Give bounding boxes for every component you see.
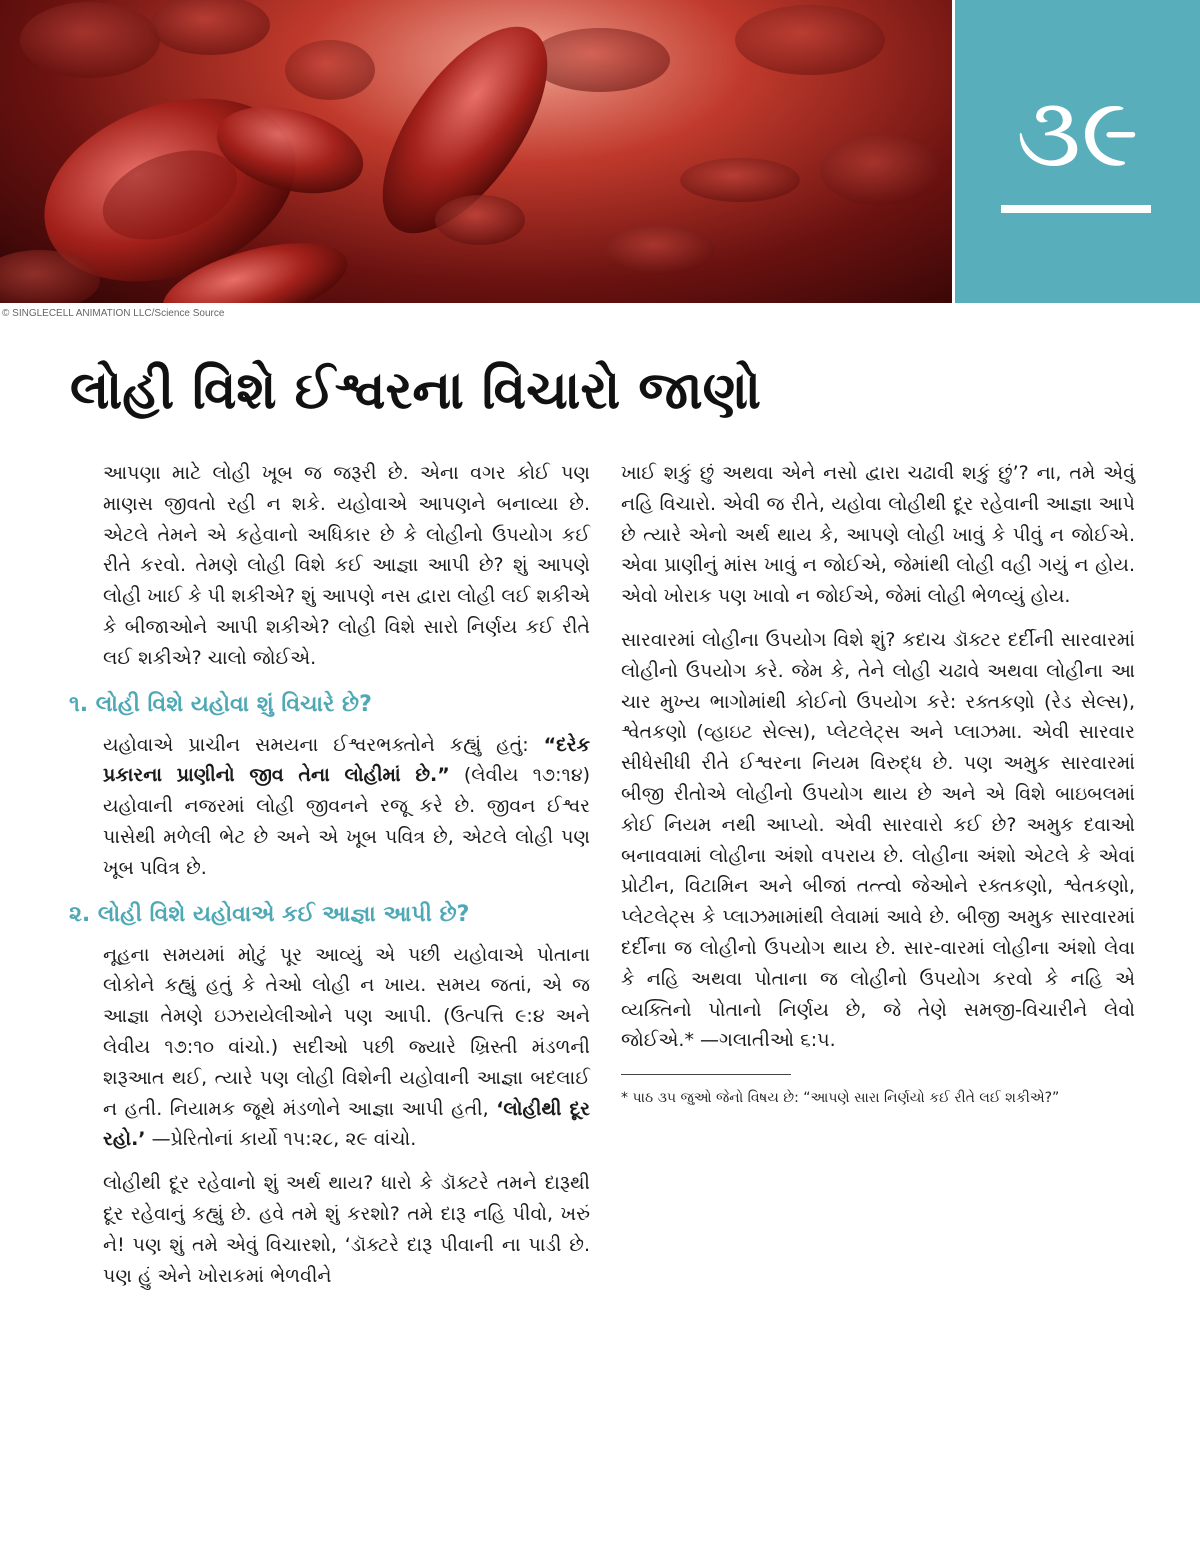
section-1-paragraph [103,730,590,884]
section-2-paragraph-2-continued: ખાઈ શકું છું અથવા એને નસો દ્વારા ચઢાવી શકું છું’? ના, તમે એવું નહિ વિચારો. એવી જ રીતે, યહોવા લોહીથી દૂર રહેવાની આજ્ઞા આપે છે ત્યારે એનો અર્થ થાય કે, આપણે લોહી ખાવું કે પીવું ન જોઈએ. એવા પ્રાણીનું માંસ ખાવું ન જોઈએ, જેમાંથી લોહી વહી ગયું ન હોય. એવો ખોરાક પણ ખાવો ન જોઈએ, જેમાં લોહી ભેળવ્યું હોય. [621,462,1135,608]
section-2-text-a: નૂહના સમયમાં મોટું પૂર આવ્યું એ પછી યહોવાએ પોતાના લોકોને કહ્યું હતું કે તેઓ લોહી ન ખાય. સમય જતાં, એ જ આજ્ઞા તેમણે ઇઝરાયેલીઓને પણ આપી. (ઉત્પત્તિ ૯:૪ અને લેવીય ૧૭:૧૦ વાંચો.) સદીઓ પછી જ્યારે ખ્રિસ્તી મંડળની શરૂઆત થઈ, ત્યારે પણ લોહી વિશેની યહોવાની આજ્ઞા બદલાઈ ન હતી. નિયામક જૂથે મંડળોને આજ્ઞા આપી હતી, [103,943,590,1120]
section-1-text-c: (લેવીય ૧૭:૧૪) યહોવાની નજરમાં લોહી જીવનને રજૂ કરે છે. જીવન ઈશ્વર પાસેથી મળેલી ભેટ છે અને એ ખૂબ પવિત્ર છે, એટલે લોહી પણ ખૂબ પવિત્ર છે. [103,764,591,879]
footnote: * પાઠ ૩૫ જુઓ જેનો વિષય છે: “આપણે સારા નિર્ણયો કઈ રીતે લઈ શકીએ?” [621,1090,1060,1107]
section-2-heading: ૨. લોહી વિશે યહોવાએ કઈ આજ્ઞા આપી છે? [69,901,470,927]
lesson-number-underline [1001,205,1151,213]
section-2-paragraph-2: લોહીથી દૂર રહેવાનો શું અર્થ થાય? ધારો કે ડૉક્ટરે તમને દારૂથી દૂર રહેવાનું કહ્યું છે. હવે તમે શું કરશો? તમે દારૂ નહિ પીવો, ખરું ને! પણ શું તમે એવું વિચારશો, ‘ડૉક્ટરે દારૂ પીવાની ના પાડી છે. પણ હું એને ખોરાકમાં ભેળવીને [103,1172,590,1287]
blood-cells-illustration [0,0,952,303]
lesson-number: ૩૯ [1015,76,1140,190]
right-column [621,458,1135,1109]
page-title: લોહી વિશે ઈશ્વરના વિચારો જાણો [70,361,762,421]
section-2-text-c: —પ્રેરિતોનાં કાર્યો ૧૫:૨૮, ૨૯ વાંચો. [145,1128,417,1151]
section-2-quote: ‘લોહીથી દૂર રહો.’ [103,1097,591,1151]
photo-credit: © SINGLECELL ANIMATION LLC/Science Source [2,308,225,319]
section-1-heading: ૧. લોહી વિશે યહોવા શું વિચારે છે? [69,691,372,717]
footnote-divider [621,1074,791,1075]
section-1-quote: “દરેક પ્રકારના પ્રાણીનો જીવ તેના લોહીમાં છે.” [103,733,590,787]
hero-image [0,0,952,303]
section-1-text-a: યહોવાએ પ્રાચીન સમયના ઈશ્વરભક્તોને કહ્યું હતું: [103,733,544,756]
section-2-paragraph [103,940,590,1156]
left-column [69,458,591,1304]
lesson-number-panel [955,0,1200,303]
section-2-paragraph-3: સારવારમાં લોહીના ઉપયોગ વિશે શું? કદાચ ડૉક્ટર દર્દીની સારવારમાં લોહીનો ઉપયોગ કરે. જેમ કે, તેને લોહી ચઢાવે અથવા લોહીના આ ચાર મુખ્ય ભાગોમાંથી કોઈનો ઉપયોગ કરે: રક્તકણો (રેડ સેલ્સ), શ્વેતકણો (વ્હાઇટ સેલ્સ), પ્લેટલેટ્સ અને પ્લાઝમા. એવી સારવાર સીધેસીધી રીતે ઈશ્વરના નિયમ વિરુદ્ધ છે. પણ અમુક સારવારમાં બીજી રીતોએ લોહીનો ઉપયોગ થાય છે અને એ વિશે બાઇબલમાં કોઈ નિયમ નથી આપ્યો. એવી સારવારો કઈ છે? અમુક દવાઓ બનાવવામાં લોહીના અંશો વપરાય છે. લોહીના અંશો એટલે કે એવાં પ્રોટીન, વિટામિન અને બીજાં તત્ત્વો જેઓને રક્તકણો, શ્વેતકણો, પ્લેટલેટ્સ કે પ્લાઝમામાંથી લેવામાં આવે છે. બીજી અમુક સારવારમાં દર્દીના જ લોહીનો ઉપયોગ થાય છે. સાર-વારમાં લોહીના અંશો લેવા કે નહિ અથવા પોતાના જ લોહીનો ઉપયોગ કરવો કે નહિ એ વ્યક્તિનો પોતાનો નિર્ણય છે, જે તેણે સમજી-વિચારીને લેવો જોઈએ.* —ગલાતીઓ ૬:૫. [621,628,1135,1052]
intro-paragraph: આપણા માટે લોહી ખૂબ જ જરૂરી છે. એના વગર કોઈ પણ માણસ જીવતો રહી ન શકે. યહોવાએ આપણને બનાવ્યા છે. એટલે તેમને એ કહેવાનો અધિકાર છે કે લોહીનો ઉપયોગ કઈ રીતે કરવો. તેમણે લોહી વિશે કઈ આજ્ઞા આપી છે? શું આપણે લોહી ખાઈ કે પી શકીએ? શું આપણે નસ દ્વારા લોહી લઈ શકીએ કે બીજાઓને આપી શકીએ? લોહી વિશે સારો નિર્ણય કઈ રીતે લઈ શકીએ? ચાલો જોઈએ. [103,462,590,669]
